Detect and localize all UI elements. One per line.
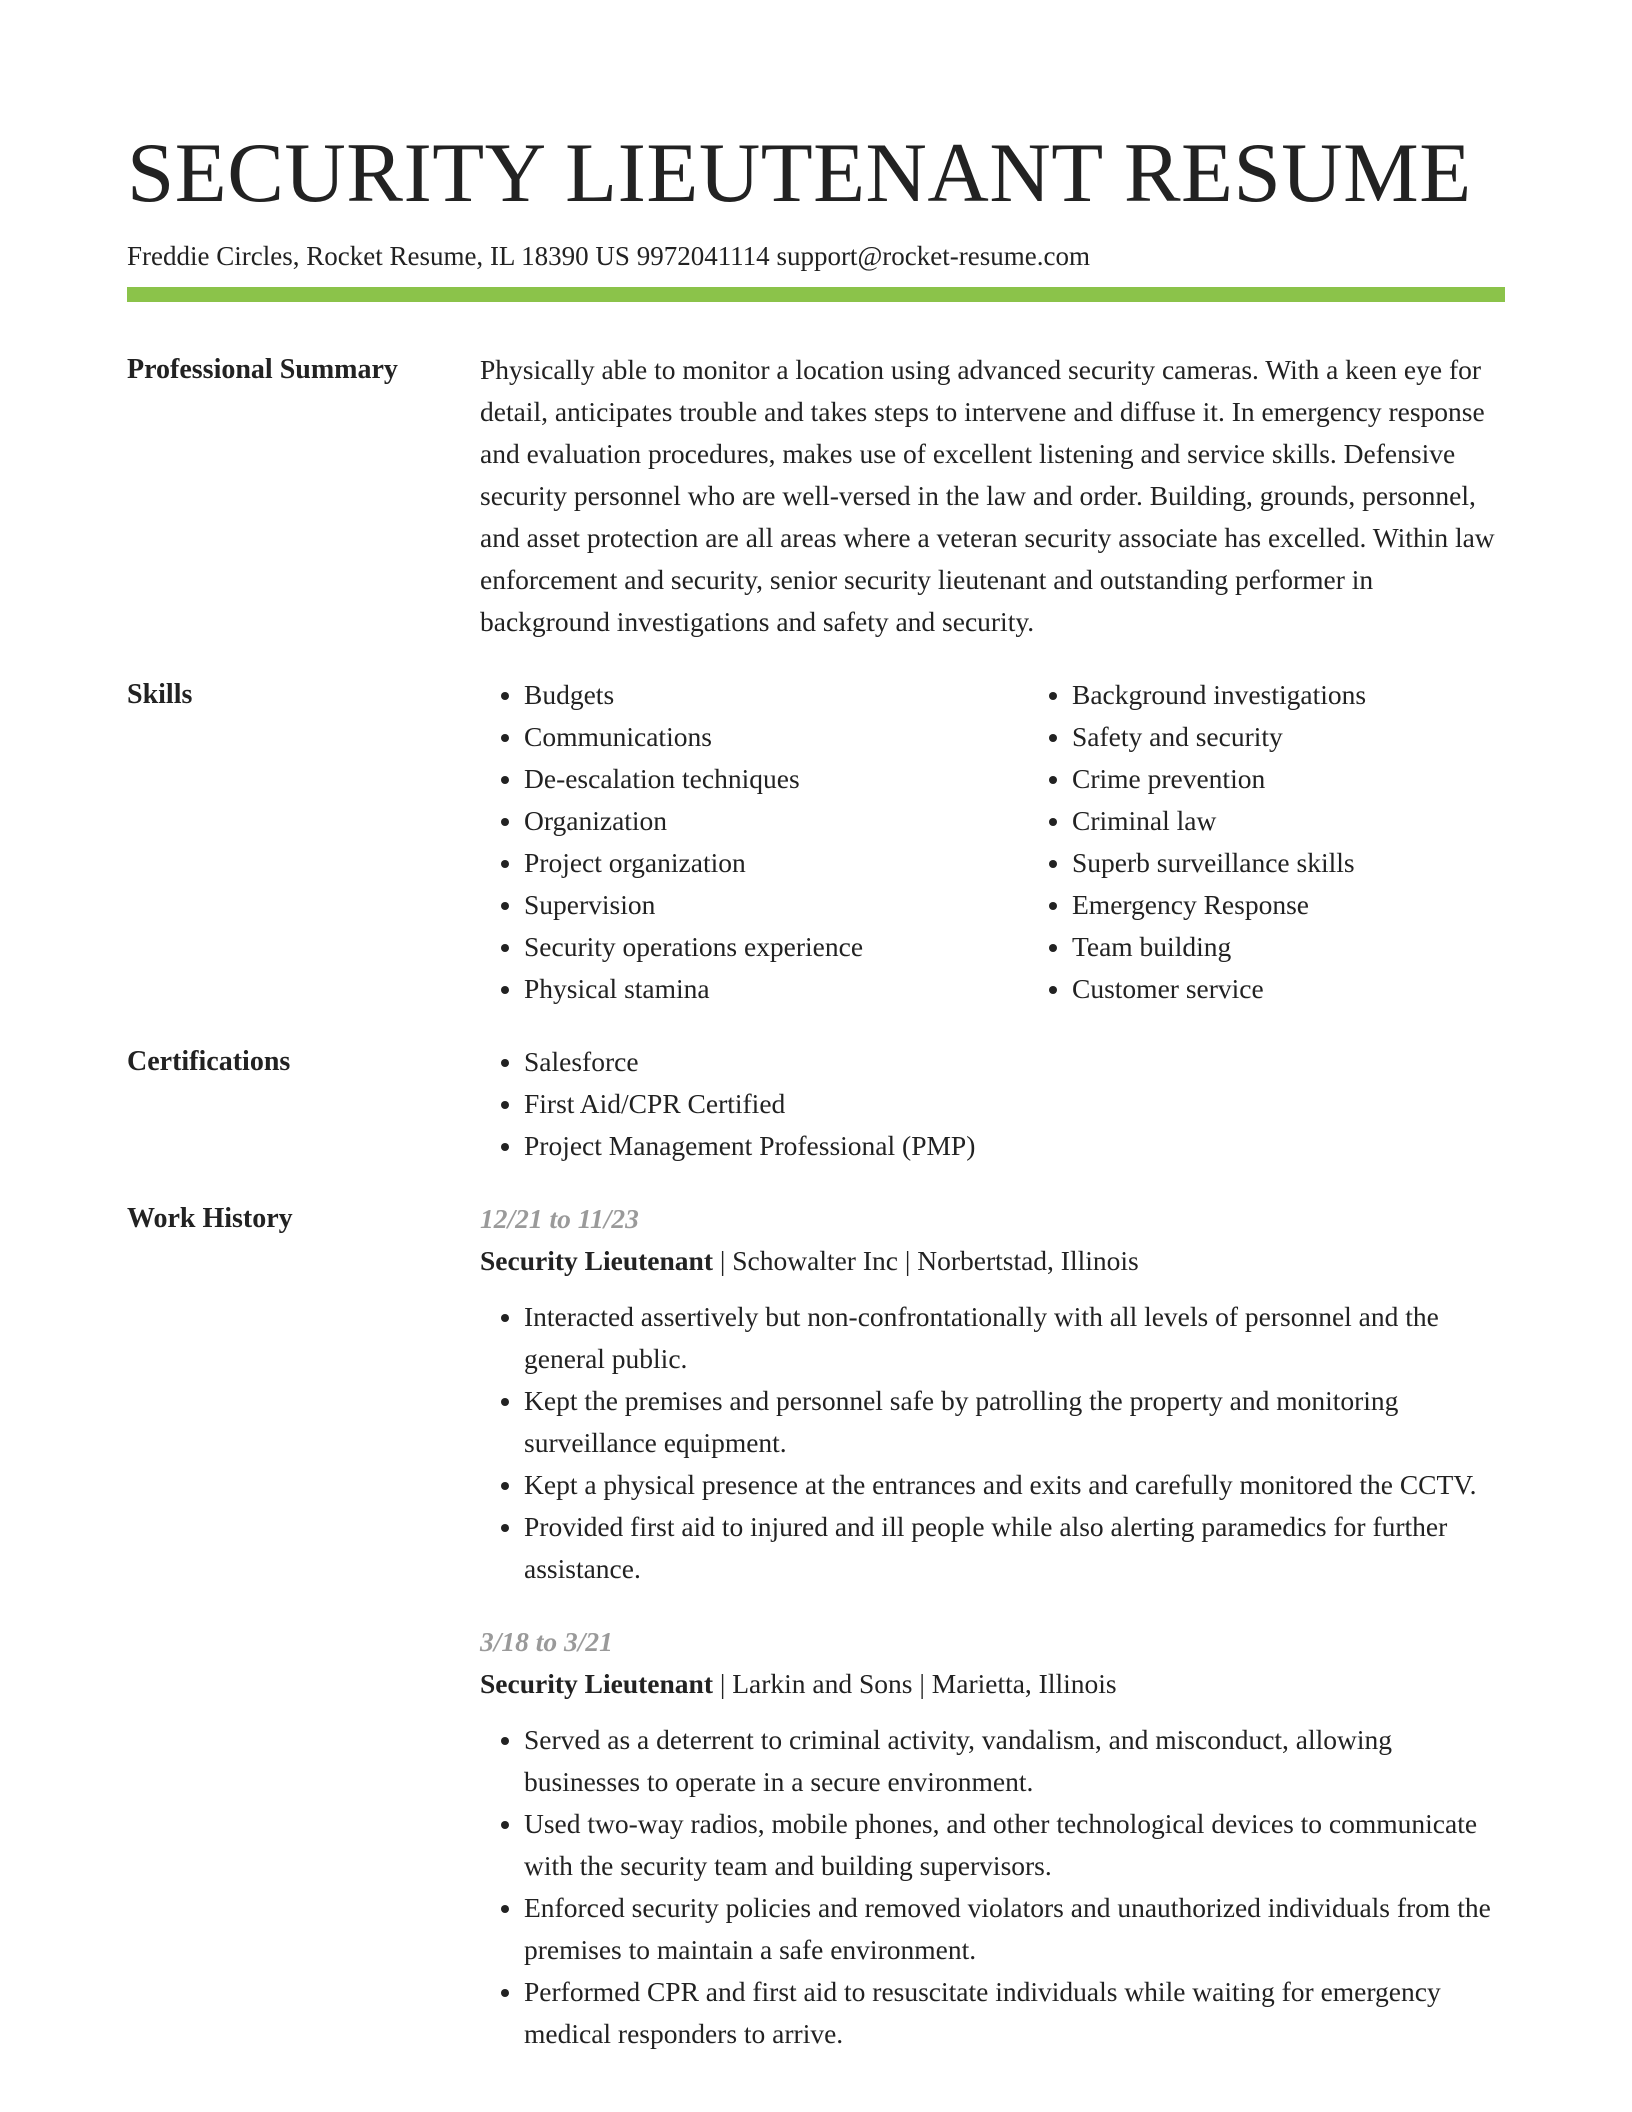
section-label: Skills [127, 679, 193, 710]
contact-city: Rocket Resume, [306, 241, 484, 271]
section-label: Certifications [127, 1046, 291, 1077]
section-label: Work History [127, 1203, 293, 1234]
list-item: • Customer service [1072, 968, 1576, 1010]
job-company: Schowalter Inc [732, 1245, 898, 1276]
header-divider [127, 287, 1505, 302]
job-dates: 3/18 to 3/21 [480, 1626, 613, 1657]
list-item: • Team building [1072, 926, 1576, 968]
page-title: SECURITY LIEUTENANT RESUME [127, 126, 1472, 220]
list-item: • Project organization [524, 842, 1028, 884]
certifications-section [127, 1041, 1505, 1167]
job-bullets [480, 1719, 1505, 2055]
job-location: Marietta, Illinois [931, 1668, 1117, 1699]
list-item: • Performed CPR and first aid to resuscitate individuals while waiting for emergency medical responders to arrive. [524, 1971, 1505, 2055]
skills-section [127, 674, 1505, 1010]
list-item: • Salesforce [524, 1041, 1505, 1083]
list-item: • Background investigations [1072, 674, 1576, 716]
list-item: • Superb surveillance skills [1072, 842, 1576, 884]
list-item: • Crime prevention [1072, 758, 1576, 800]
skills-list [480, 674, 1576, 1010]
list-item: • Communications [524, 716, 1028, 758]
summary-text: Physically able to monitor a location using advanced security cameras. With a keen eye for detail, anticipates trouble and takes steps to intervene and diffuse it. In emergency response and evaluation procedures, makes use of excellent listening and service skills. Defensive security personnel who are well-versed in the law and order. Building, grounds, personnel, and asset protection are all areas where a veteran security associate has excelled. Within law enforcement and security, senior security lieutenant and outstanding performer in background investigations and safety and security. [480, 354, 1495, 637]
list-item: • Kept a physical presence at the entrances and exits and carefully monitored the CCTV. [524, 1464, 1505, 1506]
job-heading: Security Lieutenant | Larkin and Sons | Marietta, Illinois [480, 1668, 1117, 1699]
list-item: • Supervision [524, 884, 1028, 926]
job-company: Larkin and Sons [732, 1668, 913, 1699]
list-item: • Criminal law [1072, 800, 1576, 842]
job-entry [480, 1621, 1505, 2055]
skills-column-right [1028, 674, 1576, 1010]
list-item: • De-escalation techniques [524, 758, 1028, 800]
list-item: • Provided first aid to injured and ill people while also alerting paramedics for further assistance. [524, 1506, 1505, 1590]
work-history-list [480, 1198, 1505, 2055]
list-item: • Enforced security policies and removed violators and unauthorized individuals from the premises to maintain a safe environment. [524, 1887, 1505, 1971]
job-entry [480, 1198, 1505, 1590]
list-item: • Interacted assertively but non-confrontationally with all levels of personnel and the general public. [524, 1296, 1505, 1380]
list-item: • Used two-way radios, mobile phones, and other technological devices to communicate with the security team and building supervisors. [524, 1803, 1505, 1887]
section-label: Professional Summary [127, 354, 398, 385]
skills-column-left [480, 674, 1028, 1010]
list-item: • Served as a deterrent to criminal activity, vandalism, and misconduct, allowing businesses to operate in a secure environment. [524, 1719, 1505, 1803]
contact-name: Freddie Circles, [127, 241, 300, 271]
job-title: Security Lieutenant [480, 1668, 713, 1699]
work-history-section [127, 1198, 1505, 2055]
list-item: • Kept the premises and personnel safe by patrolling the property and monitoring surveillance equipment. [524, 1380, 1505, 1464]
list-item: • First Aid/CPR Certified [524, 1083, 1505, 1125]
list-item: • Organization [524, 800, 1028, 842]
job-location: Norbertstad, Illinois [917, 1245, 1139, 1276]
list-item: • Safety and security [1072, 716, 1576, 758]
list-item: • Project Management Professional (PMP) [524, 1125, 1505, 1167]
list-item: • Budgets [524, 674, 1028, 716]
list-item: • Physical stamina [524, 968, 1028, 1010]
contact-line [127, 238, 1505, 274]
summary-section [127, 349, 1505, 643]
job-title: Security Lieutenant [480, 1245, 713, 1276]
list-item: • Security operations experience [524, 926, 1028, 968]
contact-state-zip: IL 18390 US [489, 241, 630, 271]
certifications-list [480, 1041, 1505, 1167]
contact-phone: 9972041114 [636, 241, 770, 271]
job-bullets [480, 1296, 1505, 1590]
resume-page [127, 118, 1505, 2055]
job-dates: 12/21 to 11/23 [480, 1203, 639, 1234]
contact-email[interactable]: support@rocket-resume.com [776, 241, 1090, 271]
list-item: • Emergency Response [1072, 884, 1576, 926]
job-heading: Security Lieutenant | Schowalter Inc | Norbertstad, Illinois [480, 1245, 1139, 1276]
